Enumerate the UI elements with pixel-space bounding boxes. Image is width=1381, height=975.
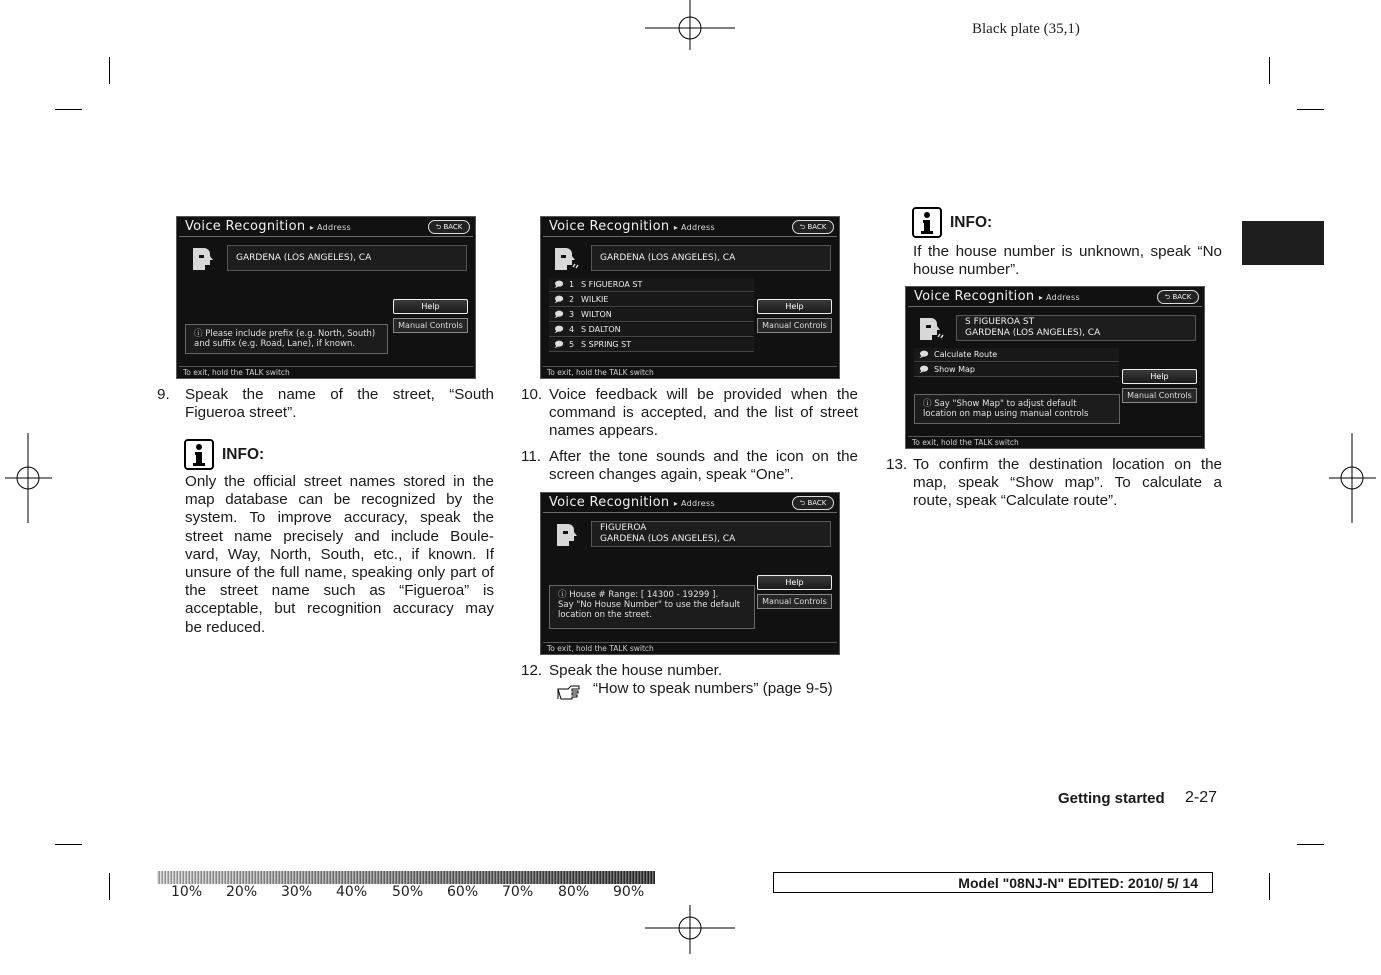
back-button[interactable]: ⮌ BACK <box>1157 290 1199 304</box>
address-display: FIGUEROA GARDENA (LOS ANGELES), CA <box>591 521 831 547</box>
density-label: 90% <box>613 884 645 900</box>
step-number: 13. <box>886 456 908 473</box>
info-heading: INFO: <box>184 439 264 470</box>
info-message: ⓘ House # Range: [ 14300 - 19299 ]. Say "No House Number" to use the default location on the street. <box>549 585 755 629</box>
page-reference-link[interactable]: “How to speak numbers” (page 9-5) <box>593 680 833 697</box>
step-number: 11. <box>521 448 541 465</box>
screen-title: Voice Recognition ▸ Address <box>549 219 715 234</box>
gradient-density-bar <box>157 871 655 884</box>
info-message: ⓘ Say "Show Map" to adjust default location on map using manual controls <box>914 394 1120 424</box>
step-text: After the tone sounds and the icon on the screen changes again, speak “One”. <box>549 448 858 484</box>
back-button[interactable]: ⮌ BACK <box>428 220 470 234</box>
screen-street-list <box>540 216 840 379</box>
voice-icon: 🗩 <box>554 340 564 349</box>
screen-title: Voice Recognition ▸ Address <box>549 495 715 510</box>
step-text: To confirm the destination location on the map, speak “Show map”. To calculate a route, speak “Calculate route”. <box>913 456 1222 510</box>
street-list-item[interactable]: 🗩 2 WILKIE <box>549 293 754 307</box>
street-list-item[interactable]: 🗩 4 S DALTON <box>549 323 754 337</box>
screen-street-prompt <box>176 216 476 379</box>
screen-confirm-destination <box>905 286 1205 449</box>
screen-title: Voice Recognition ▸ Address <box>914 289 1080 304</box>
help-button[interactable]: Help <box>757 575 832 590</box>
calculate-route-option[interactable]: 🗩 Calculate Route <box>914 348 1119 362</box>
crop-mark <box>1269 57 1270 84</box>
registration-mark-top <box>645 0 735 90</box>
density-label: 30% <box>281 884 313 900</box>
page-number: 2-27 <box>1185 789 1218 806</box>
crop-mark <box>55 109 82 110</box>
crop-mark <box>1297 844 1324 845</box>
registration-mark-right <box>1306 433 1381 523</box>
manual-controls-button[interactable]: Manual Controls <box>393 318 468 333</box>
section-title: Getting started <box>1058 790 1165 807</box>
voice-icon: 🗩 <box>919 350 929 359</box>
voice-head-active-icon <box>551 245 579 273</box>
manual-controls-button[interactable]: Manual Controls <box>1122 388 1197 403</box>
street-list-item[interactable]: 🗩 1 S FIGUEROA ST <box>549 278 754 292</box>
info-message: ⓘ Please include prefix (e.g. North, South) and suffix (e.g. Road, Lane), if known. <box>185 324 388 354</box>
step-number: 10. <box>521 386 543 403</box>
density-label: 70% <box>502 884 534 900</box>
manual-controls-button[interactable]: Manual Controls <box>757 318 832 333</box>
info-text: Only the official street names stored in the map database can be recognized by the system. To improve accuracy, speak the street name precisely and include Boule- vard, Way, North, South, etc., if known. If unsure of the full name, speaking only part of the street name such as “Figueroa” is acceptable, but recognition accuracy may be reduced. <box>185 473 494 636</box>
help-button[interactable]: Help <box>757 299 832 314</box>
step-text: Speak the name of the street, “South Figueroa street”. <box>185 386 494 422</box>
crop-mark <box>55 844 82 845</box>
voice-icon: 🗩 <box>554 325 564 334</box>
density-label: 60% <box>447 884 479 900</box>
density-label: 10% <box>171 884 203 900</box>
reference-pointer-icon <box>556 683 582 701</box>
back-button[interactable]: ⮌ BACK <box>792 220 834 234</box>
voice-icon: 🗩 <box>554 295 564 304</box>
exit-hint: To exit, hold the TALK switch <box>547 368 654 377</box>
voice-icon: 🗩 <box>919 365 929 374</box>
address-display: GARDENA (LOS ANGELES), CA <box>227 245 467 271</box>
crop-mark <box>109 57 110 84</box>
manual-controls-button[interactable]: Manual Controls <box>757 594 832 609</box>
help-button[interactable]: Help <box>1122 369 1197 384</box>
crop-mark <box>1269 873 1270 900</box>
exit-hint: To exit, hold the TALK switch <box>183 368 290 377</box>
step-number: 9. <box>157 386 170 403</box>
step-number: 12. <box>521 662 543 679</box>
voice-icon: 🗩 <box>554 310 564 319</box>
exit-hint: To exit, hold the TALK switch <box>547 644 654 653</box>
info-icon <box>912 207 942 238</box>
street-list-item[interactable]: 🗩 5 S SPRING ST <box>549 338 754 352</box>
step-text: Voice feedback will be provided when the command is accepted, and the list of street names appears. <box>549 386 858 440</box>
screen-title: Voice Recognition ▸ Address <box>185 219 351 234</box>
exit-hint: To exit, hold the TALK switch <box>912 438 1019 447</box>
info-icon <box>184 439 214 470</box>
density-label: 20% <box>226 884 258 900</box>
density-label: 40% <box>336 884 368 900</box>
screen-house-number <box>540 492 840 655</box>
show-map-option[interactable]: 🗩 Show Map <box>914 363 1119 377</box>
registration-mark-left <box>0 433 90 523</box>
density-label: 50% <box>392 884 424 900</box>
registration-mark-bottom <box>645 885 735 975</box>
voice-head-icon <box>187 245 215 273</box>
voice-icon: 🗩 <box>554 280 564 289</box>
back-button[interactable]: ⮌ BACK <box>792 496 834 510</box>
voice-head-active-icon <box>916 315 944 343</box>
address-display: GARDENA (LOS ANGELES), CA <box>591 245 831 271</box>
crop-mark <box>109 873 110 900</box>
street-list-item[interactable]: 🗩 3 WILTON <box>549 308 754 322</box>
step-text: Speak the house number. <box>549 662 723 679</box>
voice-head-icon <box>551 521 579 549</box>
crop-mark <box>1297 109 1324 110</box>
info-heading: INFO: <box>912 207 992 238</box>
plate-label: Black plate (35,1) <box>972 21 1080 37</box>
address-display: S FIGUEROA ST GARDENA (LOS ANGELES), CA <box>956 315 1196 341</box>
info-text: If the house number is unknown, speak “No house number”. <box>913 243 1222 279</box>
chapter-tab <box>1242 221 1324 265</box>
density-label: 80% <box>558 884 590 900</box>
help-button[interactable]: Help <box>393 299 468 314</box>
model-edit-info: Model "08NJ-N" EDITED: 2010/ 5/ 14 <box>773 872 1213 893</box>
